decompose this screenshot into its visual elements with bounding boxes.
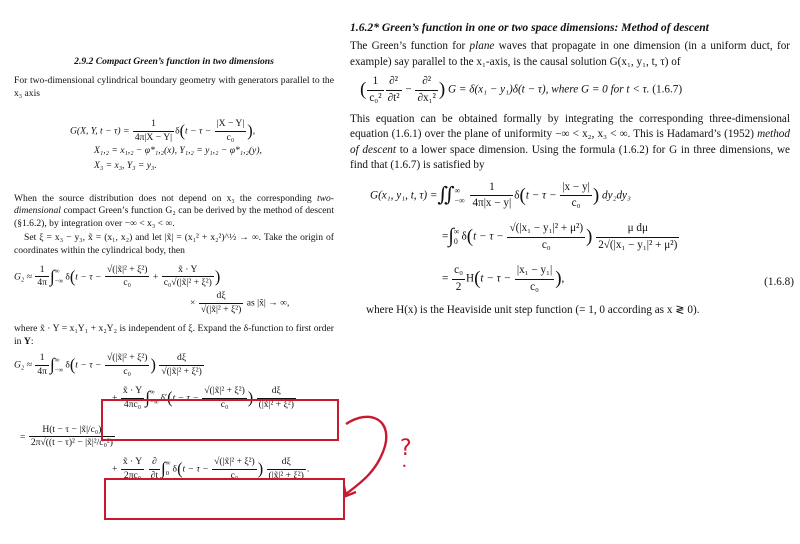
right-para-3: where H(x) is the Heaviside unit step function (= 1, 0 according as x ≷ 0). — [366, 304, 700, 317]
eq-1d-wave-equation: ( $\frac{1}{\text{c₀²}}$ $\frac{\text{∂²}}{\text{∂t²}}$ − $\frac{\text{∂²}}{\text{∂x₁²}}$ ) G = δ(x₁ − y₁)δ(t − τ), where G = 0 for t < τ. (1.6.7) — [360, 75, 683, 104]
highlight-box-derivative — [104, 478, 345, 520]
highlight-box-first-order — [101, 399, 339, 441]
question-mark: ? — [400, 436, 412, 461]
eq-coordinates-12: X₁,₂ = x₁,₂ − φ*₁,₂(x), Y₁,₂ = y₁,₂ − φ*₁,₂(y), — [94, 144, 262, 156]
left-para-2: Set ξ = x₃ − y₃, x̃ = (x₁, x₂) and let |x̃| = (x₁² + x₂²)^½ → ∞. Take the origin of coordinates within the cylindrical body, then — [14, 231, 334, 256]
right-section-title: 1.6.2* Green’s function in one or two space dimensions: Method of descent — [350, 21, 709, 34]
eq-descent-mu: =∫∞ 0 δ(t − τ − $\frac{\text{√(|x₁ − y₁|² + μ²)}}{\text{c₀}}$ ) $\frac{\text{μ dμ}}{\text{2√(|x₁ − y₁|² + μ²)}}$ — [442, 222, 678, 251]
eq-g2-expanded: G₂ ≈ $\frac{1}{4\pi}$ ∫∞ −∞ δ(t − τ − $\frac{\text{√(|x̃|² + ξ²)}}{\text{c₀}}$ ) $\frac{d\xi}{\text{√(|x̃|² + ξ²)}}$ — [14, 352, 202, 378]
eq-g2-approx: G₂ ≈ $\frac{1}{4\pi}$ ∫∞ −∞ δ(t − τ − $\frac{\text{√(|x̃|² + ξ²)}}{\text{c₀}}$ + $\frac{x̃ \cdot Y}{\text{c₀√(|x̃|² + ξ²)}}$ ) — [14, 263, 221, 289]
eq-g2-heaviside: = $\frac{\text{H(t − τ − |x̃|/c₀)}}{\text{2π√((t − τ)² − |x̃|²/c₀²)}}$ — [20, 423, 113, 449]
eq-coordinates-3: X₃ = x₃, Y₃ = y₃. — [94, 159, 157, 171]
left-section-title: 2.9.2 Compact Green’s function in two dimensions — [74, 56, 274, 67]
annotation-dot: • — [402, 462, 407, 471]
eq-g2-derivative-term: + $\frac{x̃ \cdot Y}{\text{2πc₀}}$ $\frac{\partial}{\partial t}$ ∫∞ 0 δ(t − τ − $\frac{\text{√(|x̃|² + ξ²)}}{\text{c₀}}$ ) $\frac{d\xi}{\text{(|x̃|² + ξ²)}}$ . — [112, 456, 310, 481]
eq-number-1-6-7: (1.6.7) — [652, 83, 683, 96]
eq-descent-integral: G(x₁, y₁, t, τ) =∬∞ −∞ $\frac{1}{4\pi|x - y|}$ δ(t − τ − $\frac{|x - y|}{\text{c₀}}$ ) dy₂dy₃ — [370, 180, 631, 210]
eq-number-1-6-8: (1.6.8) — [764, 276, 794, 289]
left-para-1: When the source distribution does not depend on x₃ the corresponding two-dimensional compact Green’s function G₂ can be derived by the method of descent (§1.6.2), by integration over −∞ < x₃ < ∞. — [14, 192, 334, 230]
eq-descent-result: = $\frac{\text{c₀}}{2}$ H(t − τ − $\frac{\text{|x₁ − y₁|}}{\text{c₀}}$ ), (1.6.8) — [442, 264, 794, 293]
left-intro: For two-dimensional cylindrical boundary geometry with generators parallel to the x₃ axis — [14, 74, 334, 99]
right-para-1: The Green’s function for plane waves that propagate in one dimension (in a uniform duct, for example) say parallel to the x₁-axis, is the causal solution G(x₁, y₁, t, τ) of — [350, 40, 791, 68]
left-para-3: where x̃ · Y = x₁Y₁ + x₂Y₂ is independent of ξ. Expand the δ-function to first order in Y: — [14, 322, 334, 347]
right-para-2: This equation can be obtained formally by integrating the corresponding three-dimensional equation (1.6.1) over the plane of uniformity −∞ < x₂, x₃ < ∞. This is Hadamard’s (1952) method of descent to a lower space dimension. Using the formula (1.6.2) for G in three dimensions, we find that (1.6.7) is satisfied by — [350, 113, 790, 172]
eq-g2-first-order-term: + $\frac{x̃ \cdot Y}{\text{4πc₀}}$ ∫∞ −∞ δ′(t − τ − $\frac{\text{√(|x̃|² + ξ²)}}{\text{c₀}}$ ) $\frac{d\xi}{\text{(|x̃|² + ξ²)}}$ — [112, 384, 294, 410]
eq-compact-greens-function: G(X, Y, t − τ) = $\frac{1}{4\pi|X - Y|}$ δ(t − τ − $\frac{|X - Y|}{\text{c₀}}$ ), — [70, 118, 256, 144]
eq-g2-approx-cont: × $\frac{d\xi}{\text{√(|x̃|² + ξ²)}}$ as |x̃| → ∞, — [190, 290, 290, 315]
right-column — [350, 20, 794, 319]
